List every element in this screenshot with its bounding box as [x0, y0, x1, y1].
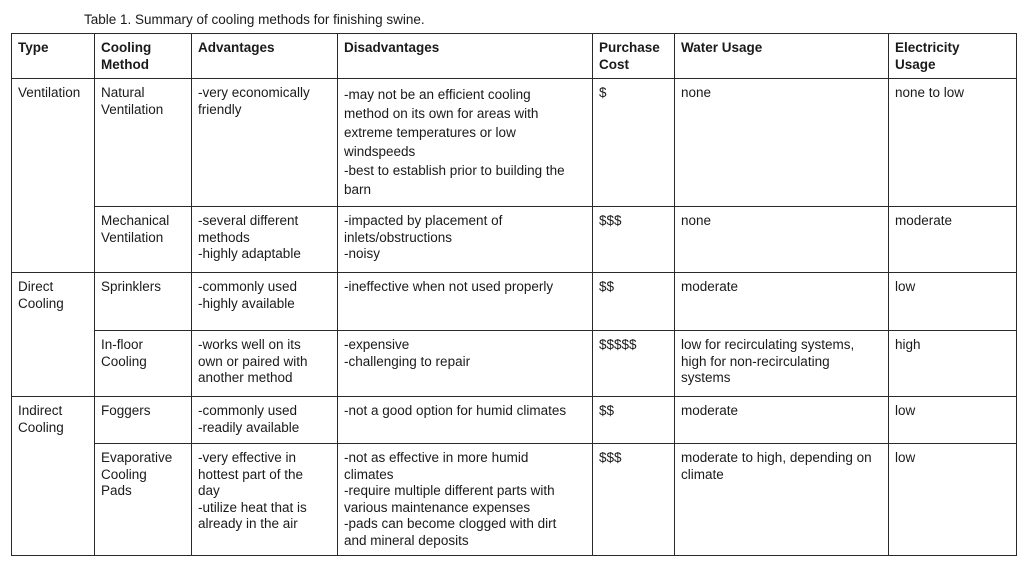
water-usage-cell: moderate — [675, 273, 889, 331]
type-cell: Direct Cooling — [12, 273, 95, 397]
method-cell: Evaporative Cooling Pads — [95, 444, 192, 556]
advantages-cell: -works well on its own or paired with another method — [192, 331, 338, 397]
table-row — [12, 397, 1017, 444]
header-disadvantages: Disadvantages — [338, 34, 593, 79]
table-row — [12, 207, 1017, 273]
advantages-cell: -commonly used -readily available — [192, 397, 338, 444]
disadvantages-cell: -may not be an efficient cooling method on its own for areas with extreme temperatures or low windspeeds -best to establish prior to building the barn — [338, 79, 593, 207]
header-electricity-usage: Electricity Usage — [889, 34, 1017, 79]
advantages-cell: -very economically friendly — [192, 79, 338, 207]
header-water-usage: Water Usage — [675, 34, 889, 79]
table-row — [12, 444, 1017, 556]
cost-cell: $$$ — [593, 444, 675, 556]
disadvantages-cell: -not as effective in more humid climates -require multiple different parts with various maintenance expenses -pads can become clogged with dirt and mineral deposits — [338, 444, 593, 556]
disadvantages-cell: -expensive -challenging to repair — [338, 331, 593, 397]
electricity-usage-cell: low — [889, 273, 1017, 331]
water-usage-cell: none — [675, 79, 889, 207]
electricity-usage-cell: moderate — [889, 207, 1017, 273]
electricity-usage-cell: high — [889, 331, 1017, 397]
disadvantages-cell: -impacted by placement of inlets/obstructions -noisy — [338, 207, 593, 273]
header-row — [12, 34, 1017, 79]
disadvantages-cell: -not a good option for humid climates — [338, 397, 593, 444]
cost-cell: $$ — [593, 273, 675, 331]
method-cell: Natural Ventilation — [95, 79, 192, 207]
method-cell: Sprinklers — [95, 273, 192, 331]
electricity-usage-cell: low — [889, 397, 1017, 444]
electricity-usage-cell: none to low — [889, 79, 1017, 207]
cooling-methods-table — [11, 33, 1017, 556]
method-cell: Mechanical Ventilation — [95, 207, 192, 273]
cost-cell: $$ — [593, 397, 675, 444]
table-row — [12, 79, 1017, 207]
advantages-cell: -very effective in hottest part of the day -utilize heat that is already in the air — [192, 444, 338, 556]
method-cell: Foggers — [95, 397, 192, 444]
type-cell: Indirect Cooling — [12, 397, 95, 556]
water-usage-cell: none — [675, 207, 889, 273]
header-purchase-cost: Purchase Cost — [593, 34, 675, 79]
header-type: Type — [12, 34, 95, 79]
header-cooling-method: Cooling Method — [95, 34, 192, 79]
advantages-cell: -several different methods -highly adaptable — [192, 207, 338, 273]
table-caption: Table 1. Summary of cooling methods for finishing swine. — [84, 12, 425, 27]
header-advantages: Advantages — [192, 34, 338, 79]
water-usage-cell: low for recirculating systems, high for non-recirculating systems — [675, 331, 889, 397]
cost-cell: $$$ — [593, 207, 675, 273]
electricity-usage-cell: low — [889, 444, 1017, 556]
table-row — [12, 331, 1017, 397]
disadvantages-cell: -ineffective when not used properly — [338, 273, 593, 331]
table-row — [12, 273, 1017, 331]
type-cell: Ventilation — [12, 79, 95, 273]
method-cell: In-floor Cooling — [95, 331, 192, 397]
cost-cell: $$$$$ — [593, 331, 675, 397]
advantages-cell: -commonly used -highly available — [192, 273, 338, 331]
water-usage-cell: moderate — [675, 397, 889, 444]
water-usage-cell: moderate to high, depending on climate — [675, 444, 889, 556]
cost-cell: $ — [593, 79, 675, 207]
